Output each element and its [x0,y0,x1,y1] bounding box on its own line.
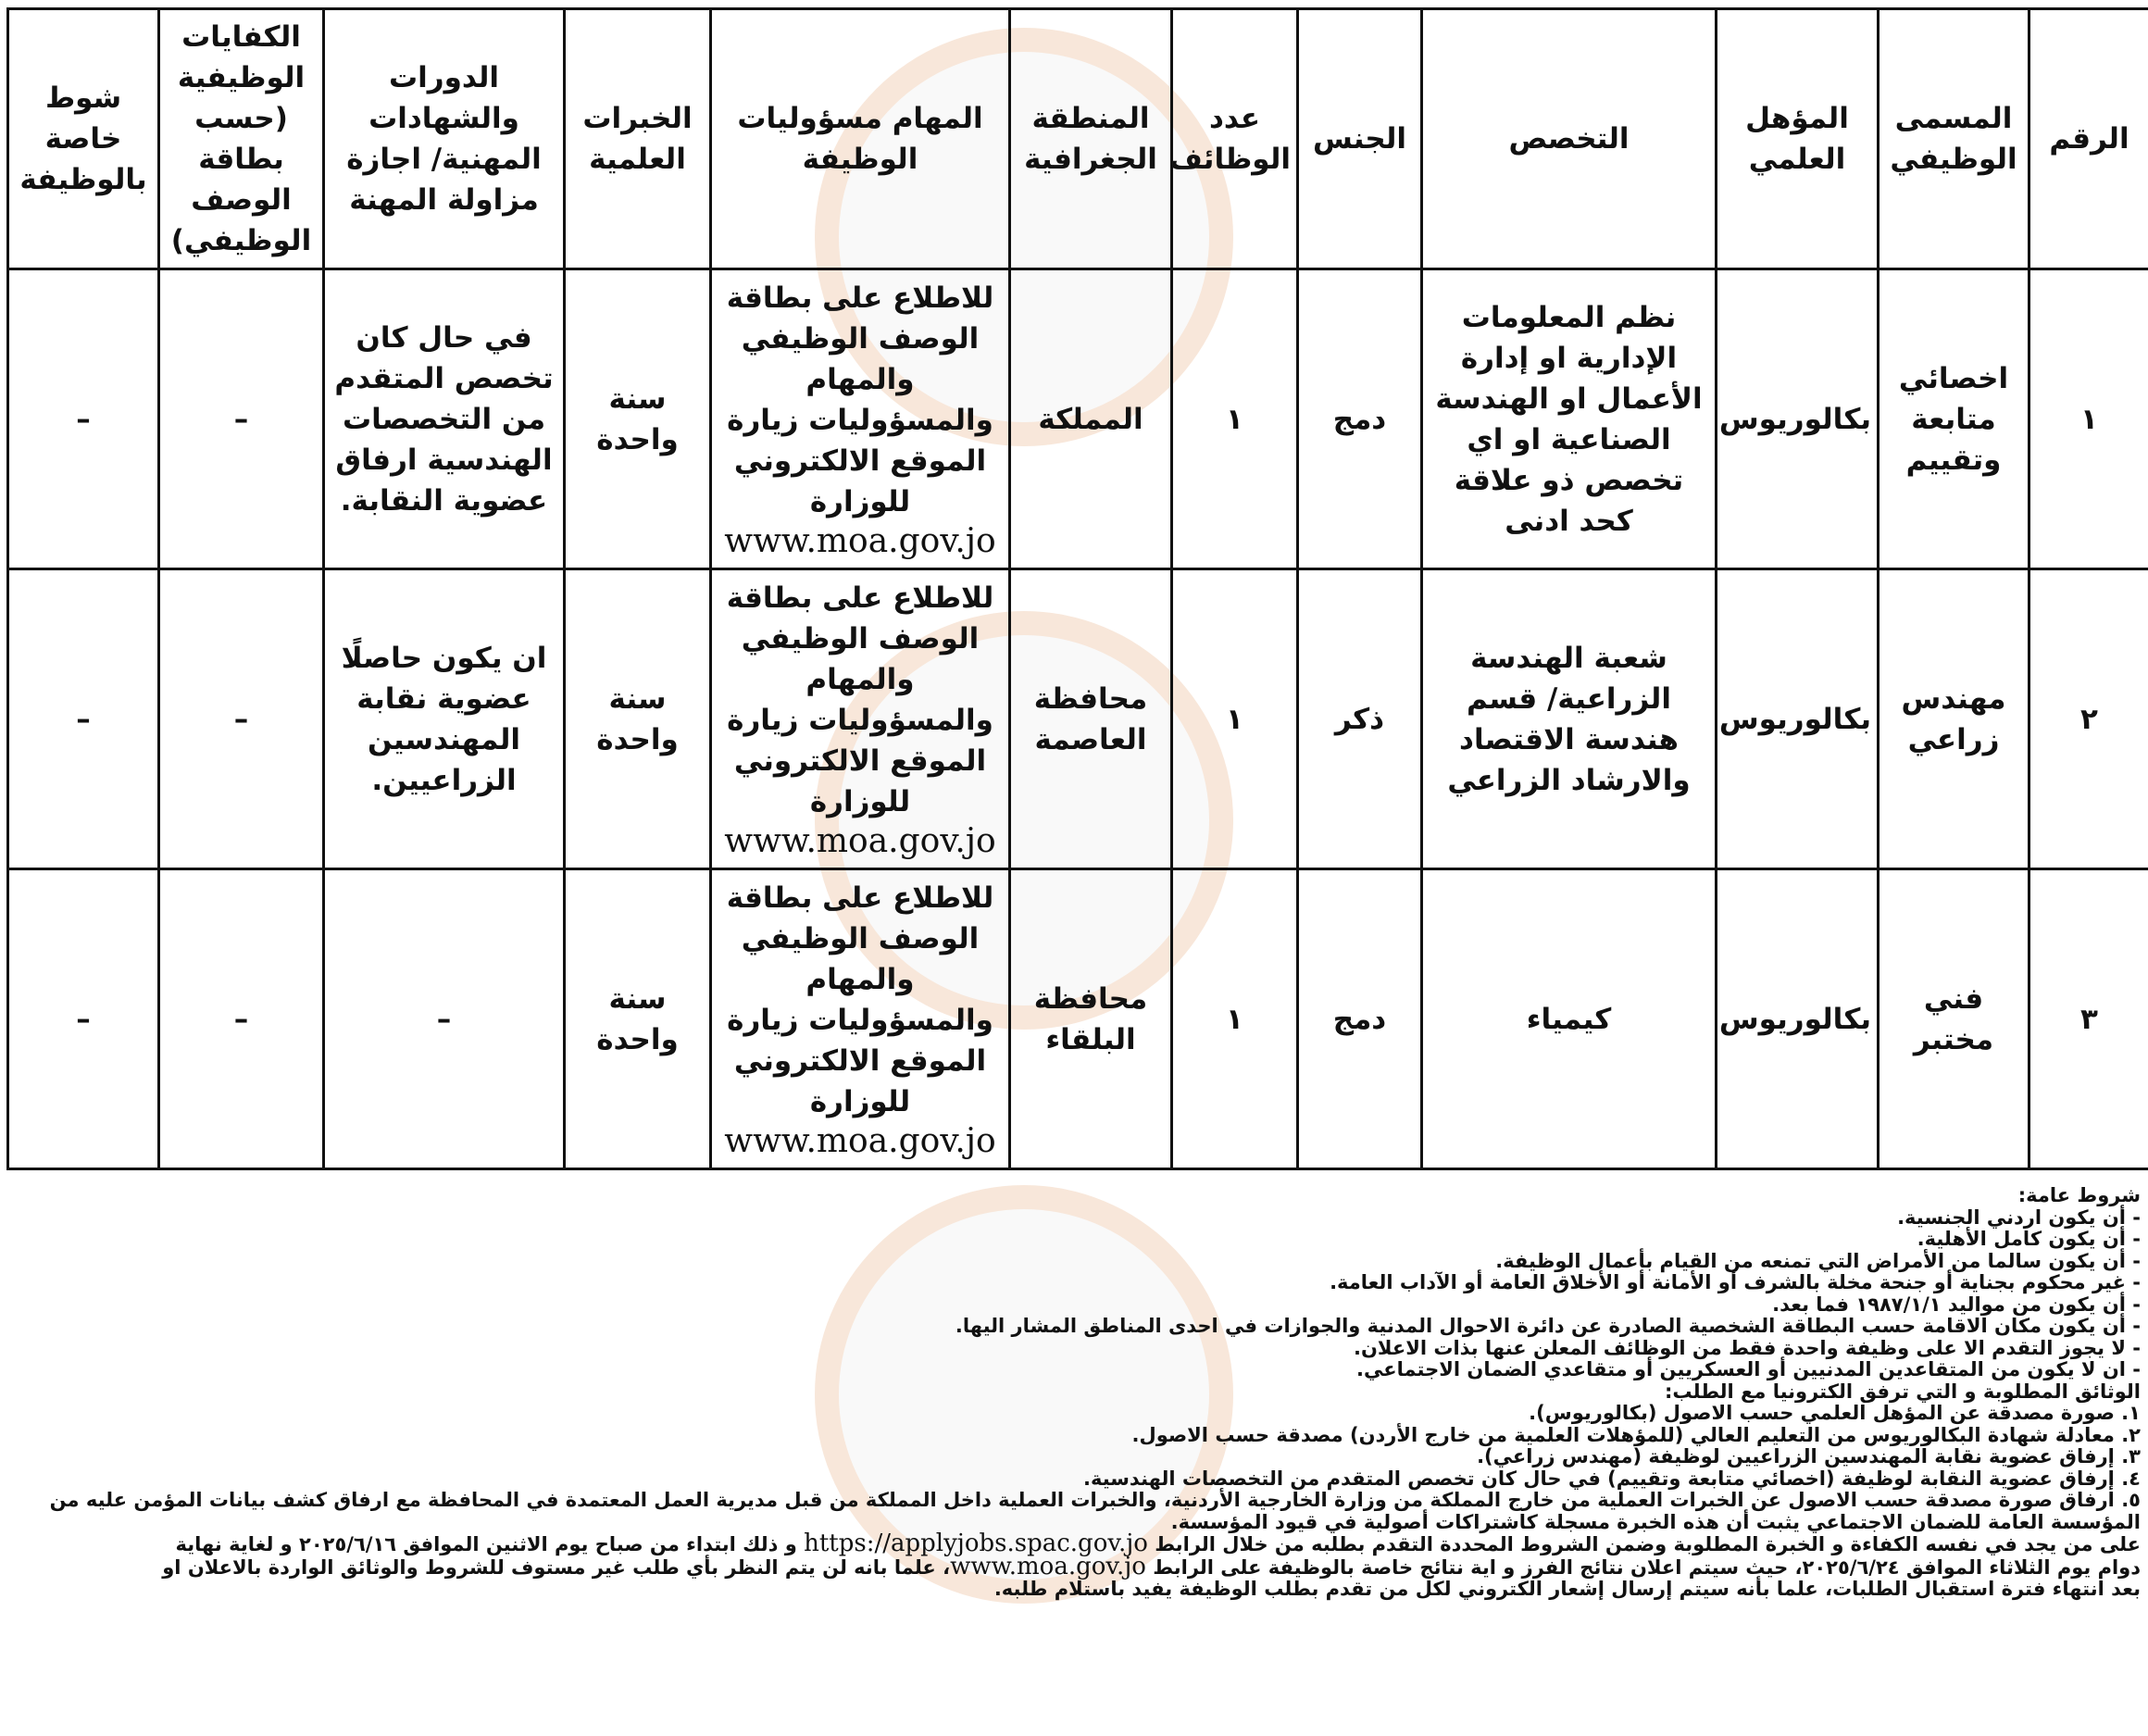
cell-text: بكالوريوس [1718,702,1871,736]
general-condition: - أن يكون اردني الجنسية. [1897,1205,2141,1229]
cell-text: اخصائي متابعة وتقييم [1898,361,2009,477]
cell-text: ١ [2080,402,2098,436]
header-cell: الدورات والشهادات المهنية/ اجازة مزاولة المهنة [324,9,565,269]
cell-text: – [233,1002,249,1036]
cell-text: – [233,702,249,736]
required-doc: ٥. ارفاق صورة مصدقة حسب الاصول عن الخبرات العملية من خارج المملكة من وزارة الخارجية الأردنية، والخبرات العملية داخل المملكة من قبل مديرية العمل المعتمدة في المحافظة مع ارفاق كشف بيانات المؤمن عليه من [49,1489,2141,1511]
apply-text: على من يجد في نفسه الكفاءة و الخبرة المطلوبة وضمن الشروط المحددة التقدم بطلبه من خلال الرابط [1155,1533,2141,1555]
cell-region [1010,269,1172,569]
general-condition: - لا يجوز التقدم الا على وظيفة واحدة فقط من الوظائف المعلن عنها بذات الاعلان. [1354,1336,2141,1359]
cell-comp [159,869,324,1169]
header-cell: المهام مسؤوليات الوظيفة [711,9,1010,269]
cell-text: ذكر [1334,702,1385,736]
header-cell: المؤهل العلمي [1717,9,1879,269]
cell-major [1422,269,1717,569]
cell-num [2029,869,2148,1169]
cell-gender [1298,569,1422,869]
cell-exp [565,569,711,869]
cell-qual [1717,869,1879,1169]
apply-text: و ذلك ابتداء من صباح يوم الاثنين الموافق ٢٠٢٥/٦/١٦ و لغاية نهاية [175,1533,797,1555]
cell-title [1879,269,2029,569]
required-doc: ٤. إرفاق عضوية النقابة لوظيفة (اخصائي متابعة وتقييم) في حال كان تخصص المتقدم من التخصصات الهندسية. [1083,1467,2141,1490]
cell-major [1422,569,1717,869]
required-doc: ٣. إرفاق عضوية نقابة المهندسين الزراعيين لوظيفة (مهندس زراعي). [1477,1445,2141,1467]
cell-text: فني مختبر [1913,981,1994,1056]
cell-qual [1717,269,1879,569]
cell-courses [324,569,565,869]
jobs-table [6,7,2148,1170]
header-cell: عدد الوظائف [1172,9,1298,269]
cell-major [1422,869,1717,1169]
cell-text: ١ [1226,1002,1243,1036]
ministry-url[interactable]: www.moa.gov.jo [724,521,996,560]
header-cell: المسمى الوظيفي [1879,9,2029,269]
cell-text: سنة واحدة [596,981,679,1056]
cell-comp [159,569,324,869]
apply-text: ، علما بانه لن يتم النظر بأي طلب غير مستوف للشروط والوثائق الواردة بالاعلان او [162,1555,951,1579]
cell-special [8,869,159,1169]
cell-gender [1298,269,1422,569]
required-doc: ١. صورة مصدقة عن المؤهل العلمي حسب الاصول (بكالوريوس). [1529,1402,2141,1424]
cell-text: بكالوريوس [1718,402,1871,436]
cell-text: للاطلاع على بطاقة الوصف الوظيفي والمهام والمسؤوليات زيارة الموقع الالكتروني للوزارة [726,581,994,818]
cell-gender [1298,869,1422,1169]
cell-title [1879,569,2029,869]
table-row [8,869,2148,1169]
cell-count [1172,869,1298,1169]
cell-text: دمج [1332,1002,1387,1036]
cell-duties [711,869,1010,1169]
general-condition: - أن يكون مكان الاقامة حسب البطاقة الشخصية الصادرة عن دائرة الاحوال المدنية والجوازات في احدى المناطق المشار اليها. [955,1315,2141,1337]
cell-text: ان يكون حاصلًا عضوية نقابة المهندسين الزراعيين. [341,641,547,797]
cell-title [1879,869,2029,1169]
cell-text: ١ [1226,702,1243,736]
table-header-row [8,9,2148,269]
cell-text: – [436,1002,452,1036]
cell-text: سنة واحدة [596,681,679,756]
cell-text: ١ [1226,402,1243,436]
cell-text: للاطلاع على بطاقة الوصف الوظيفي والمهام والمسؤوليات زيارة الموقع الالكتروني للوزارة [726,281,994,518]
cell-text: محافظة العاصمة [1033,681,1148,756]
cell-text: دمج [1332,402,1387,436]
apply-link[interactable]: https://applyjobs.spac.gov.jo [804,1530,1148,1557]
cell-duties [711,269,1010,569]
apply-line-3: بعد انتهاء فترة استقبال الطلبات، علما بأنه سيتم إرسال إشعار الكتروني لكل من تقدم بطلب الوظيفة يفيد باستلام طلبه. [993,1578,2141,1600]
general-condition: - ان لا يكون من المتقاعدين المدنيين أو العسكريين أو متقاعدي الضمان الاجتماعي. [1356,1358,2141,1380]
cell-text: شعبة الهندسة الزراعية/ قسم هندسة الاقتصاد والارشاد الزراعي [1447,641,1691,797]
cell-text: ٢ [2080,702,2098,736]
apply-line-2 [11,1552,2141,1580]
results-link[interactable]: www.moa.gov.jo [950,1552,1146,1580]
notes-section [11,1185,2141,1601]
cell-text: محافظة البلقاء [1033,981,1148,1056]
required-doc: المؤسسة العامة للضمان الاجتماعي يثبت أن هذه الخبرة مسجلة كاشتراكات أصولية في قيود المؤسسة. [1170,1510,2141,1533]
cell-text: سنة واحدة [596,381,679,456]
required-doc: ٢. معادلة شهادة البكالوريوس من التعليم العالي (للمؤهلات العلمية من خارج الأردن) مصدقة حسب الاصول. [1131,1423,2141,1446]
cell-region [1010,569,1172,869]
cell-text: كيمياء [1526,1002,1612,1036]
general-conditions-title: شروط عامة: [2017,1184,2141,1206]
header-cell: الرقم [2029,9,2148,269]
cell-courses [324,269,565,569]
cell-text: في حال كان تخصص المتقدم من التخصصات الهندسية ارفاق عضوية النقابة. [334,320,554,518]
header-cell: الكفايات الوظيفية (حسب بطاقة الوصف الوظيفي) [159,9,324,269]
cell-courses [324,869,565,1169]
general-condition: - غير محكوم بجناية أو جنحة مخلة بالشرف أو الأمانة أو الأخلاق العامة أو الآداب العامة. [1330,1271,2141,1293]
header-cell: التخصص [1422,9,1717,269]
cell-text: المملكة [1038,402,1143,436]
cell-qual [1717,569,1879,869]
cell-text: ٣ [2080,1002,2098,1036]
cell-exp [565,269,711,569]
required-docs-title: الوثائق المطلوبة و التي ترفق الكترونيا مع الطلب: [1665,1380,2141,1403]
header-cell: المنطقة الجغرافية [1010,9,1172,269]
header-cell: شوط خاصة بالوظيفة [8,9,159,269]
cell-text: بكالوريوس [1718,1002,1871,1036]
cell-text: للاطلاع على بطاقة الوصف الوظيفي والمهام والمسؤوليات زيارة الموقع الالكتروني للوزارة [726,880,994,1118]
table-row [8,269,2148,569]
general-condition: - أن يكون من مواليد ١٩٨٧/١/١ فما بعد. [1772,1293,2141,1316]
cell-text: – [76,702,91,736]
general-condition: - أن يكون كامل الأهلية. [1917,1228,2141,1250]
cell-special [8,569,159,869]
cell-region [1010,869,1172,1169]
apply-text: دوام يوم الثلاثاء الموافق ٢٠٢٥/٦/٢٤، حيث سيتم اعلان نتائج الفرز و اية نتائج خاصة بالوظيفة على الرابط [1153,1555,2141,1579]
cell-text: نظم المعلومات الإدارية او إدارة الأعمال او الهندسة الصناعية او اي تخصص ذو علاقة كحد ادنى [1435,300,1703,538]
cell-count [1172,569,1298,869]
header-cell: الجنس [1298,9,1422,269]
table-row [8,569,2148,869]
cell-exp [565,869,711,1169]
cell-text: – [233,402,249,436]
cell-text: – [76,1002,91,1036]
general-condition: - أن يكون سالما من الأمراض التي تمنعه من القيام بأعمال الوظيفة. [1495,1249,2141,1272]
header-cell: الخبرات العلمية [565,9,711,269]
cell-comp [159,269,324,569]
cell-count [1172,269,1298,569]
cell-num [2029,269,2148,569]
cell-duties [711,569,1010,869]
cell-num [2029,569,2148,869]
cell-special [8,269,159,569]
cell-text: مهندس زراعي [1901,681,2006,756]
ministry-url[interactable]: www.moa.gov.jo [724,821,996,860]
ministry-url[interactable]: www.moa.gov.jo [724,1121,996,1160]
cell-text: – [76,402,91,436]
